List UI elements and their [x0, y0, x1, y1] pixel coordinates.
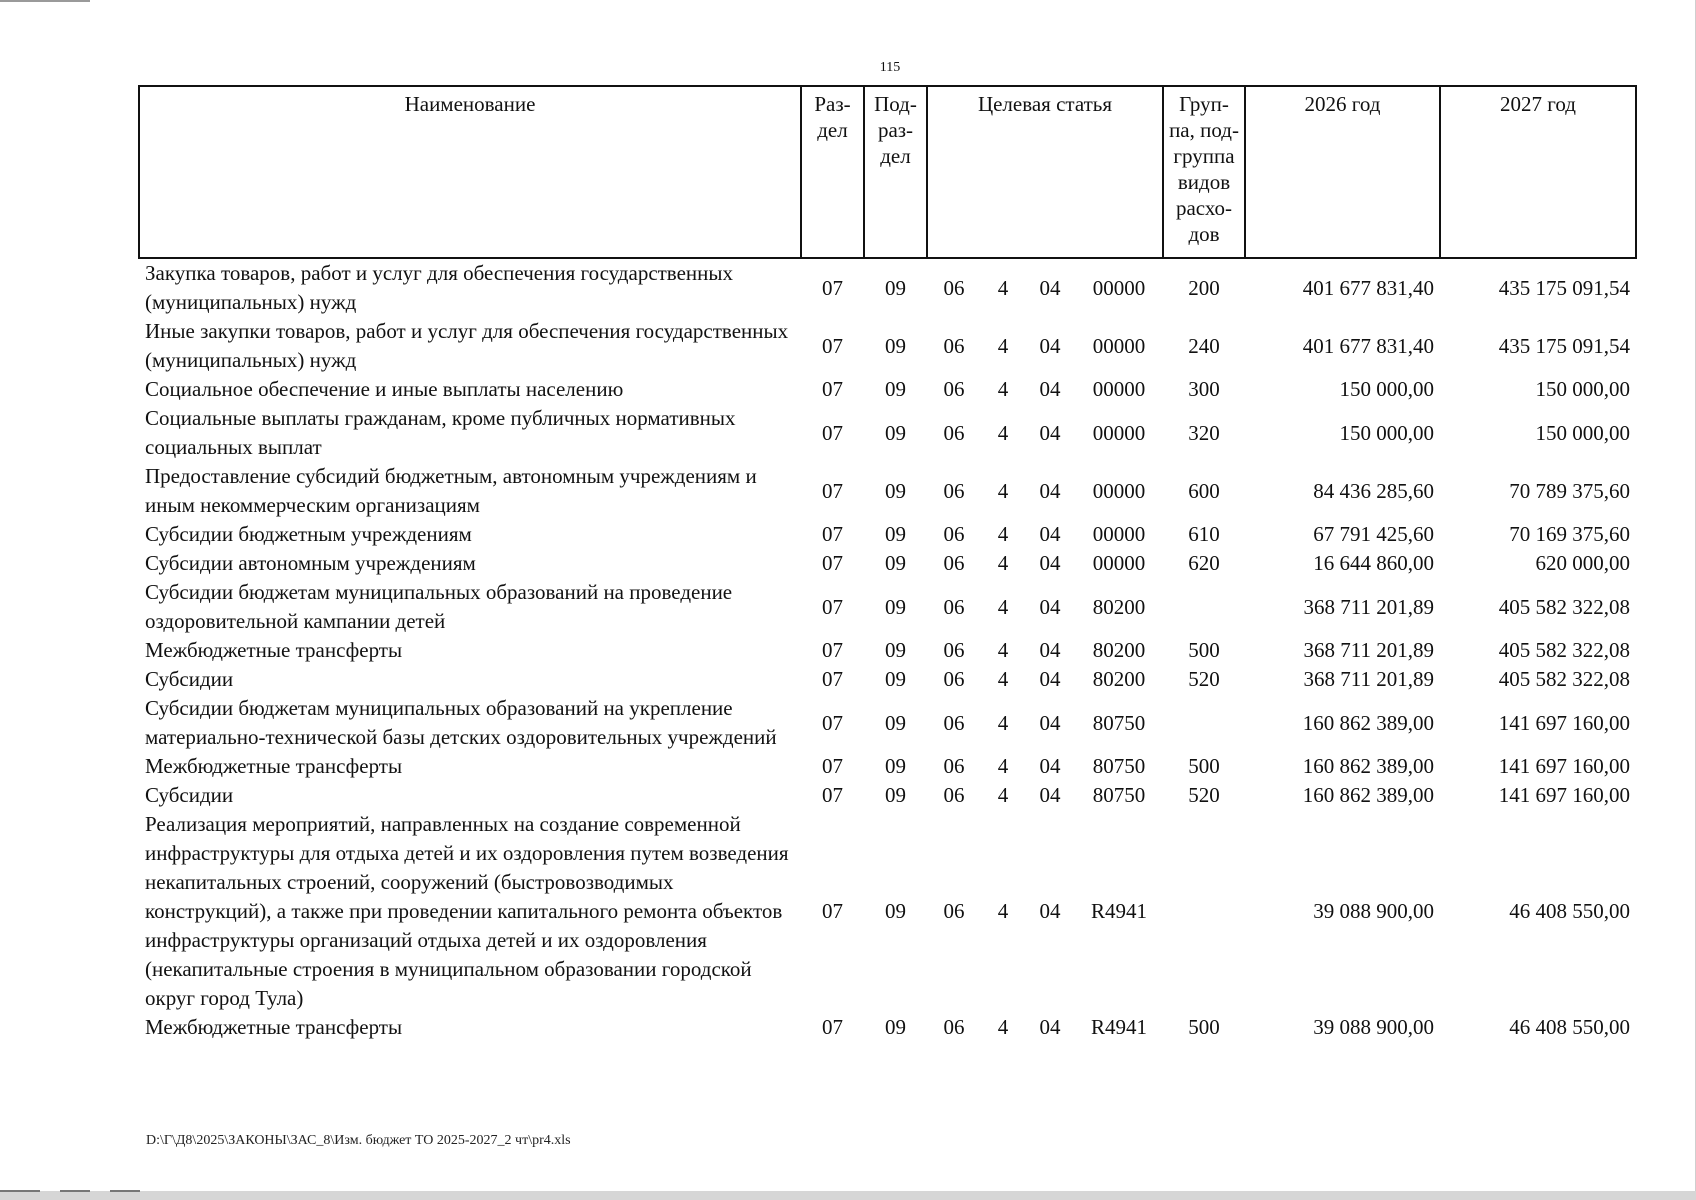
table-row: [139, 752, 1636, 781]
target-program: 06: [943, 333, 965, 358]
scan-dash: [60, 1190, 90, 1192]
row-podrazdel: 09: [885, 899, 906, 923]
target-subprogram: 04: [1039, 754, 1061, 778]
row-target-article: [927, 665, 1163, 694]
row-razdel: 07: [822, 478, 843, 503]
target-subprogram: 04: [1039, 1015, 1061, 1039]
header-podrazdel: Под- раз- дел: [864, 86, 927, 258]
target-program: 06: [943, 754, 965, 778]
row-target-article: [927, 317, 1163, 375]
row-name: Субсидии: [145, 783, 234, 807]
row-razdel: 07: [822, 638, 843, 662]
target-subprogram: 04: [1039, 420, 1061, 445]
row-expense-group: [1163, 810, 1245, 1013]
table-row: [139, 462, 1636, 520]
target-type: 4: [997, 754, 1009, 778]
row-amount-2026: 160 862 389,00: [1302, 783, 1434, 807]
header-year-2026: 2026 год: [1245, 86, 1440, 258]
row-expense-group: 610: [1188, 522, 1220, 546]
row-razdel: 07: [822, 594, 843, 619]
table-row: [139, 665, 1636, 694]
row-expense-group: 500: [1188, 1015, 1220, 1039]
row-expense-group: [1163, 694, 1245, 752]
row-podrazdel: 09: [885, 754, 906, 778]
row-amount-2026: 84 436 285,60: [1313, 478, 1434, 503]
row-name: Реализация мероприятий, направленных на создание современной инфраструктуры для отдыха детей и их оздоровления путем возведения некапитальных строений, сооружений (быстровозводимых конструкций), а также при проведении капитального ремонта объектов инфраструктуры организаций отдыха детей и их оздоровления (некапитальные строения в муниципальном образовании городской округ город Тула): [145, 812, 789, 1010]
row-expense-group: 520: [1188, 667, 1220, 691]
row-podrazdel: 09: [885, 594, 906, 619]
row-name: Закупка товаров, работ и услуг для обеспечения государственных (муниципальных) нужд: [145, 261, 734, 314]
target-subprogram: 04: [1039, 783, 1061, 807]
target-subprogram: 04: [1039, 899, 1061, 923]
row-target-article: [927, 781, 1163, 810]
target-subprogram: 04: [1039, 522, 1061, 546]
table-row: [139, 781, 1636, 810]
row-razdel: 07: [822, 754, 843, 778]
target-direction: 80750: [1092, 754, 1146, 778]
target-program: 06: [943, 275, 965, 300]
row-amount-2027: 150 000,00: [1535, 420, 1630, 445]
row-name: Социальное обеспечение и иные выплаты населению: [145, 377, 624, 401]
row-amount-2027: 141 697 160,00: [1498, 710, 1630, 735]
row-podrazdel: 09: [885, 710, 906, 735]
row-name: Субсидии бюджетам муниципальных образований на проведение оздоровительной кампании детей: [145, 580, 733, 633]
table-row: [139, 375, 1636, 404]
target-type: 4: [997, 1015, 1009, 1039]
target-type: 4: [997, 478, 1009, 503]
target-type: 4: [997, 667, 1009, 691]
row-expense-group: 520: [1188, 783, 1220, 807]
header-year-2027: 2027 год: [1440, 86, 1636, 258]
target-type: 4: [997, 333, 1009, 358]
target-subprogram: 04: [1039, 667, 1061, 691]
row-amount-2026: 368 711 201,89: [1303, 638, 1434, 662]
scan-edge-top: [0, 0, 90, 2]
row-target-article: [927, 404, 1163, 462]
row-expense-group: 500: [1188, 638, 1220, 662]
target-type: 4: [997, 275, 1009, 300]
row-target-article: [927, 578, 1163, 636]
row-amount-2026: 150 000,00: [1339, 420, 1434, 445]
footer-file-path: D:\Г\Д8\2025\ЗАКОНЫ\ЗАС_8\Изм. бюджет ТО 2025-2027_2 чт\pr4.xls: [146, 1133, 571, 1148]
row-expense-group: 620: [1188, 551, 1220, 575]
row-razdel: 07: [822, 420, 843, 445]
row-name: Межбюджетные трансферты: [145, 638, 403, 662]
target-program: 06: [943, 710, 965, 735]
target-direction: 00000: [1092, 377, 1146, 401]
target-program: 06: [943, 478, 965, 503]
row-amount-2026: 160 862 389,00: [1302, 710, 1434, 735]
target-subprogram: 04: [1039, 594, 1061, 619]
row-razdel: 07: [822, 522, 843, 546]
row-expense-group: 200: [1188, 275, 1220, 300]
target-subprogram: 04: [1039, 551, 1061, 575]
row-razdel: 07: [822, 551, 843, 575]
row-name: Социальные выплаты гражданам, кроме публичных нормативных социальных выплат: [145, 406, 736, 459]
target-type: 4: [997, 551, 1009, 575]
target-direction: 80200: [1092, 638, 1146, 662]
target-type: 4: [997, 899, 1009, 923]
row-amount-2027: 46 408 550,00: [1509, 899, 1630, 923]
target-subprogram: 04: [1039, 333, 1061, 358]
row-razdel: 07: [822, 667, 843, 691]
row-razdel: 07: [822, 275, 843, 300]
row-podrazdel: 09: [885, 522, 906, 546]
row-amount-2027: 150 000,00: [1535, 377, 1630, 401]
table-row: [139, 404, 1636, 462]
row-podrazdel: 09: [885, 377, 906, 401]
target-direction: 80200: [1092, 594, 1146, 619]
target-type: 4: [997, 783, 1009, 807]
row-amount-2026: 368 711 201,89: [1303, 594, 1434, 619]
target-type: 4: [997, 522, 1009, 546]
table-row: [139, 1013, 1636, 1042]
target-direction: 80750: [1092, 710, 1146, 735]
row-target-article: [927, 258, 1163, 317]
row-expense-group: 240: [1188, 333, 1220, 358]
row-target-article: [927, 1013, 1163, 1042]
target-subprogram: 04: [1039, 275, 1061, 300]
row-target-article: [927, 520, 1163, 549]
row-amount-2027: 141 697 160,00: [1498, 783, 1630, 807]
scan-dash: [0, 1190, 40, 1192]
target-type: 4: [997, 594, 1009, 619]
row-podrazdel: 09: [885, 638, 906, 662]
row-amount-2026: 67 791 425,60: [1313, 522, 1434, 546]
table-header: [139, 86, 1636, 258]
row-amount-2027: 435 175 091,54: [1498, 333, 1630, 358]
table-row: [139, 578, 1636, 636]
target-subprogram: 04: [1039, 710, 1061, 735]
target-program: 06: [943, 667, 965, 691]
target-direction: 00000: [1092, 551, 1146, 575]
row-amount-2027: 141 697 160,00: [1498, 754, 1630, 778]
row-name: Субсидии бюджетным учреждениям: [145, 522, 472, 546]
row-razdel: 07: [822, 377, 843, 401]
target-type: 4: [997, 638, 1009, 662]
row-name: Иные закупки товаров, работ и услуг для обеспечения государственных (муниципальных) нужд: [145, 319, 789, 372]
row-amount-2027: 405 582 322,08: [1498, 594, 1630, 619]
row-podrazdel: 09: [885, 783, 906, 807]
target-program: 06: [943, 522, 965, 546]
row-amount-2027: 46 408 550,00: [1509, 1015, 1630, 1039]
row-amount-2026: 150 000,00: [1339, 377, 1434, 401]
row-expense-group: 300: [1188, 377, 1220, 401]
row-amount-2027: 405 582 322,08: [1498, 638, 1630, 662]
row-name: Субсидии автономным учреждениям: [145, 551, 476, 575]
row-amount-2027: 405 582 322,08: [1498, 667, 1630, 691]
target-program: 06: [943, 377, 965, 401]
row-razdel: 07: [822, 783, 843, 807]
target-program: 06: [943, 638, 965, 662]
table-row: [139, 810, 1636, 1013]
table-body: [139, 258, 1636, 1042]
row-expense-group: 500: [1188, 754, 1220, 778]
row-amount-2026: 39 088 900,00: [1313, 899, 1434, 923]
row-podrazdel: 09: [885, 275, 906, 300]
row-expense-group: 600: [1188, 478, 1220, 503]
row-expense-group: [1163, 578, 1245, 636]
target-direction: 00000: [1092, 275, 1146, 300]
header-target-article: Целевая статья: [927, 86, 1163, 258]
table-row: [139, 317, 1636, 375]
row-amount-2026: 401 677 831,40: [1302, 275, 1434, 300]
target-direction: R4941: [1090, 899, 1147, 923]
target-direction: 80200: [1092, 667, 1146, 691]
row-podrazdel: 09: [885, 667, 906, 691]
row-amount-2026: 39 088 900,00: [1313, 1015, 1434, 1039]
row-razdel: 07: [822, 333, 843, 358]
row-target-article: [927, 375, 1163, 404]
target-direction: 00000: [1092, 478, 1146, 503]
target-direction: 80750: [1092, 783, 1146, 807]
header-razdel: Раз- дел: [801, 86, 864, 258]
target-subprogram: 04: [1039, 638, 1061, 662]
row-name: Предоставление субсидий бюджетным, автономным учреждениям и иным некоммерческим организациям: [145, 464, 757, 517]
row-name: Межбюджетные трансферты: [145, 754, 403, 778]
table-row: [139, 520, 1636, 549]
row-target-article: [927, 636, 1163, 665]
row-amount-2026: 16 644 860,00: [1313, 551, 1434, 575]
scan-edge-bottom: [0, 1191, 1696, 1200]
target-program: 06: [943, 783, 965, 807]
target-type: 4: [997, 420, 1009, 445]
header-name: Наименование: [139, 86, 801, 258]
table-row: [139, 258, 1636, 317]
target-program: 06: [943, 551, 965, 575]
target-direction: 00000: [1092, 333, 1146, 358]
target-program: 06: [943, 1015, 965, 1039]
page-number: 115: [879, 60, 901, 75]
row-target-article: [927, 549, 1163, 578]
target-direction: 00000: [1092, 420, 1146, 445]
row-expense-group: 320: [1188, 420, 1220, 445]
row-target-article: [927, 462, 1163, 520]
table-row: [139, 549, 1636, 578]
target-subprogram: 04: [1039, 478, 1061, 503]
target-direction: 00000: [1092, 522, 1146, 546]
row-razdel: 07: [822, 710, 843, 735]
table-row: [139, 694, 1636, 752]
row-podrazdel: 09: [885, 1015, 906, 1039]
header-expense-group: Груп- па, под- группа видов расхо- дов: [1163, 86, 1245, 258]
target-program: 06: [943, 594, 965, 619]
row-podrazdel: 09: [885, 478, 906, 503]
budget-table: [138, 85, 1637, 1042]
target-program: 06: [943, 899, 965, 923]
row-amount-2027: 70 169 375,60: [1509, 522, 1630, 546]
row-target-article: [927, 694, 1163, 752]
target-type: 4: [997, 377, 1009, 401]
target-subprogram: 04: [1039, 377, 1061, 401]
row-amount-2026: 368 711 201,89: [1303, 667, 1434, 691]
row-amount-2026: 401 677 831,40: [1302, 333, 1434, 358]
row-amount-2027: 70 789 375,60: [1509, 478, 1630, 503]
target-program: 06: [943, 420, 965, 445]
row-name: Субсидии: [145, 667, 234, 691]
row-amount-2027: 620 000,00: [1535, 551, 1630, 575]
row-podrazdel: 09: [885, 333, 906, 358]
row-podrazdel: 09: [885, 420, 906, 445]
row-amount-2026: 160 862 389,00: [1302, 754, 1434, 778]
row-razdel: 07: [822, 1015, 843, 1039]
target-direction: R4941: [1090, 1015, 1147, 1039]
scan-dash: [110, 1190, 140, 1192]
row-podrazdel: 09: [885, 551, 906, 575]
row-amount-2027: 435 175 091,54: [1498, 275, 1630, 300]
row-razdel: 07: [822, 899, 843, 923]
row-name: Межбюджетные трансферты: [145, 1015, 403, 1039]
row-target-article: [927, 752, 1163, 781]
row-name: Субсидии бюджетам муниципальных образований на укрепление материально-технической базы детских оздоровительных учреждений: [145, 696, 777, 749]
row-target-article: [927, 810, 1163, 1013]
target-type: 4: [997, 710, 1009, 735]
table-row: [139, 636, 1636, 665]
